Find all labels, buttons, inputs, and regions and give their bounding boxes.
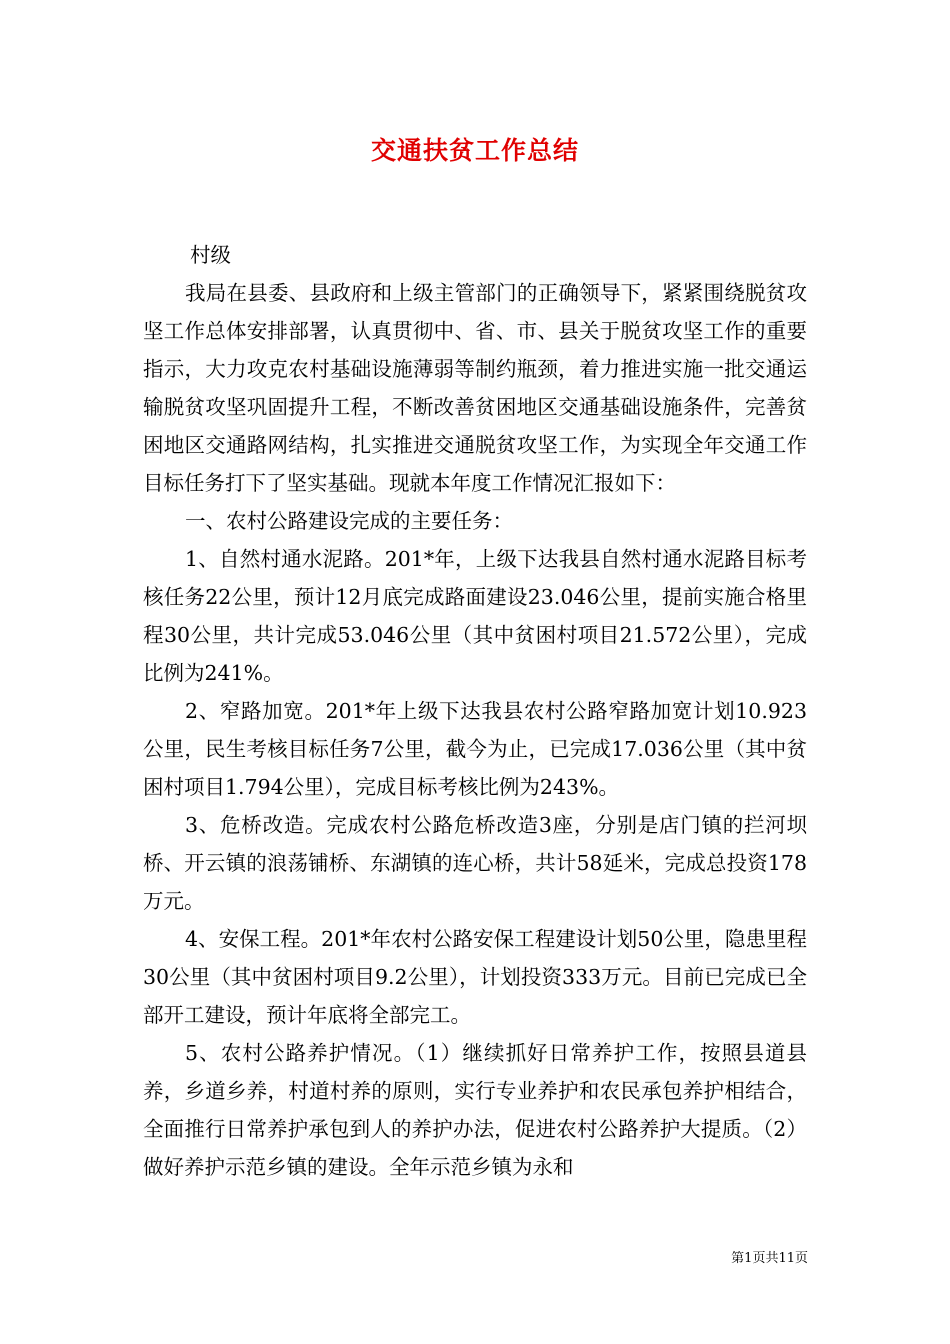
paragraph-item-1: 1、自然村通水泥路。201*年，上级下达我县自然村通水泥路目标考核任务22公里，预计12月底完成路面建设23.046公里，提前实施合格里程30公里，共计完成53.046公里（其中贫困村项目21.572公里），完成比例为241%。 xyxy=(143,547,807,685)
document-body xyxy=(143,236,807,1186)
paragraph-item-3: 3、危桥改造。完成农村公路危桥改造3座，分别是店门镇的拦河坝桥、开云镇的浪荡铺桥、东湖镇的连心桥，共计58延米，完成总投资178万元。 xyxy=(143,813,807,913)
paragraph-item-5: 5、农村公路养护情况。（1）继续抓好日常养护工作，按照县道县养，乡道乡养，村道村养的原则，实行专业养护和农民承包养护相结合，全面推行日常养护承包到人的养护办法，促进农村公路养护大提质。（2）做好养护示范乡镇的建设。全年示范乡镇为永和 xyxy=(143,1041,807,1179)
paragraph-item-2: 2、窄路加宽。201*年上级下达我县农村公路窄路加宽计划10.923公里，民生考核目标任务7公里，截今为止，已完成17.036公里（其中贫困村项目1.794公里），完成目标考核比例为243%。 xyxy=(143,699,807,799)
paragraph-intro: 我局在县委、县政府和上级主管部门的正确领导下，紧紧围绕脱贫攻坚工作总体安排部署，认真贯彻中、省、市、县关于脱贫攻坚工作的重要指示，大力攻克农村基础设施薄弱等制约瓶颈，着力推进实施一批交通运输脱贫攻坚巩固提升工程，不断改善贫困地区交通基础设施条件，完善贫困地区交通路网结构，扎实推进交通脱贫攻坚工作，为实现全年交通工作目标任务打下了坚实基础。现就本年度工作情况汇报如下： xyxy=(143,281,807,495)
paragraph-section-heading: 一、农村公路建设完成的主要任务： xyxy=(185,509,513,533)
document-title: 交通扶贫工作总结 xyxy=(370,136,579,165)
document-label: 村级 xyxy=(190,243,231,267)
page-number-footer: 第1页共11页 xyxy=(731,1251,808,1266)
paragraph-item-4: 4、安保工程。201*年农村公路安保工程建设计划50公里，隐患里程30公里（其中贫困村项目9.2公里），计划投资333万元。目前已完成已全部开工建设，预计年底将全部完工。 xyxy=(143,927,807,1027)
